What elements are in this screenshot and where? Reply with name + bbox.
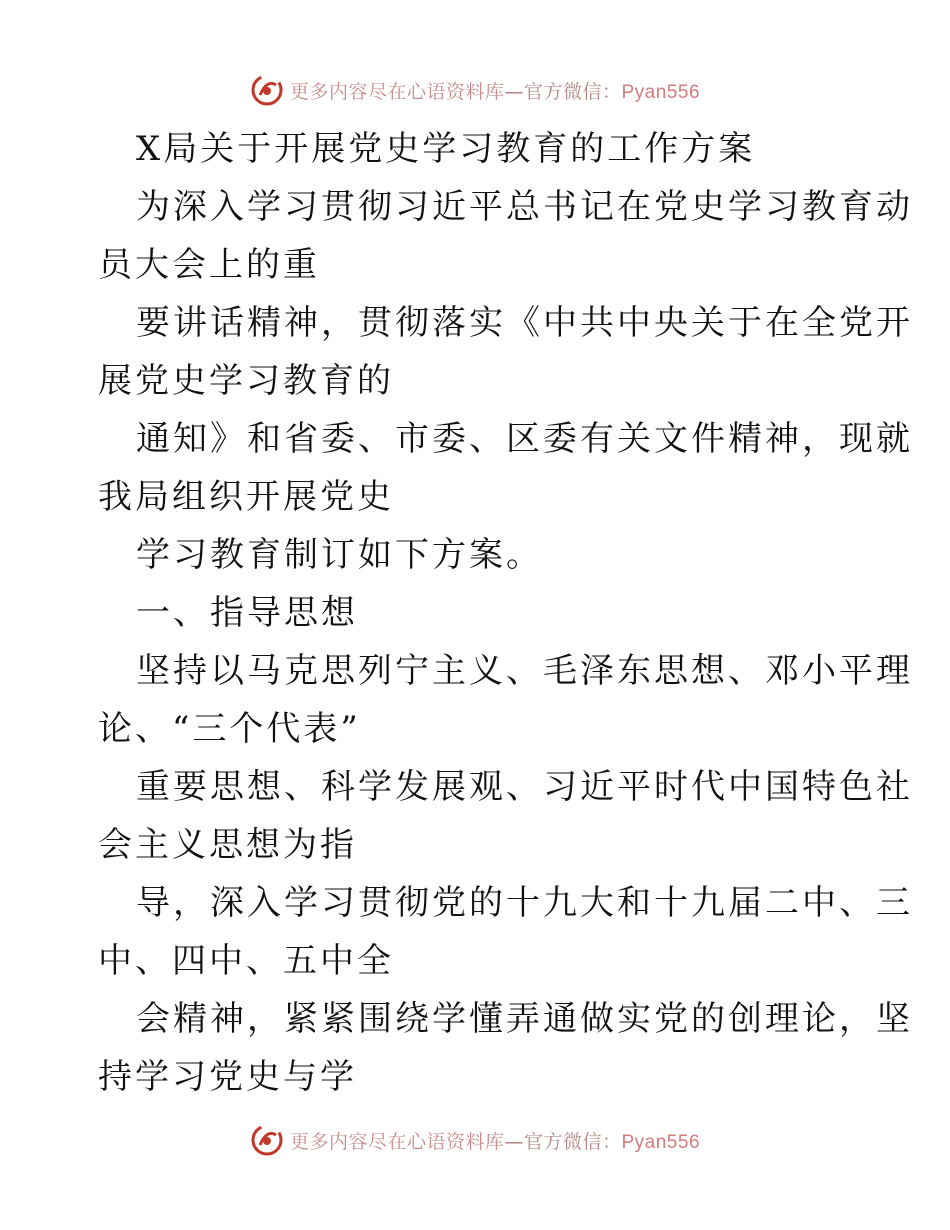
document-line: 为深入学习贯彻习近平总书记在党史学习教育动 bbox=[136, 187, 913, 227]
watermark-wechat-id: Pyan556 bbox=[621, 1131, 701, 1153]
document-line: 展党史学习教育的 bbox=[98, 361, 394, 401]
document-line: 会精神，紧紧围绕学懂弄通做实党的创理论，坚 bbox=[136, 999, 913, 1039]
document-line: 我局组织开展党史 bbox=[98, 477, 394, 517]
document-line: 一、指导思想 bbox=[136, 593, 358, 633]
document-body bbox=[98, 120, 913, 1106]
document-line: 重要思想、科学发展观、习近平时代中国特色社 bbox=[136, 767, 913, 807]
document-line: 会主义思想为指 bbox=[98, 825, 357, 865]
document-line: 员大会上的重 bbox=[98, 245, 320, 285]
watermark-wechat-label: 官方微信： bbox=[523, 1130, 622, 1153]
document-line: X局关于开展党史学习教育的工作方案 bbox=[136, 129, 756, 169]
document-line: 通知》和省委、市委、区委有关文件精神，现就 bbox=[136, 419, 913, 459]
watermark-site-text: 更多内容尽在心语资料库 bbox=[289, 1130, 505, 1153]
document-line: 导，深入学习贯彻党的十九大和十九届二中、三 bbox=[136, 883, 913, 923]
document-line: 学习教育制订如下方案。 bbox=[136, 535, 543, 575]
watermark-dash: — bbox=[504, 1130, 524, 1153]
document-line: 论、“三个代表” bbox=[98, 709, 361, 749]
watermark-wechat-label: 官方微信： bbox=[523, 80, 622, 103]
swirl-logo-icon bbox=[250, 73, 284, 107]
watermark-text bbox=[290, 1127, 700, 1154]
swirl-logo-icon bbox=[250, 1123, 284, 1157]
header-watermark-banner bbox=[0, 70, 950, 110]
watermark-dash: — bbox=[504, 80, 524, 103]
footer-watermark-banner bbox=[0, 1120, 950, 1160]
watermark-site-text: 更多内容尽在心语资料库 bbox=[289, 80, 505, 103]
document-line: 要讲话精神，贯彻落实《中共中央关于在全党开 bbox=[136, 303, 913, 343]
document-line: 持学习党史与学 bbox=[98, 1057, 357, 1097]
watermark-text bbox=[290, 77, 700, 104]
document-line: 中、四中、五中全 bbox=[98, 941, 394, 981]
document-line: 坚持以马克思列宁主义、毛泽东思想、邓小平理 bbox=[136, 651, 913, 691]
watermark-wechat-id: Pyan556 bbox=[621, 81, 701, 103]
